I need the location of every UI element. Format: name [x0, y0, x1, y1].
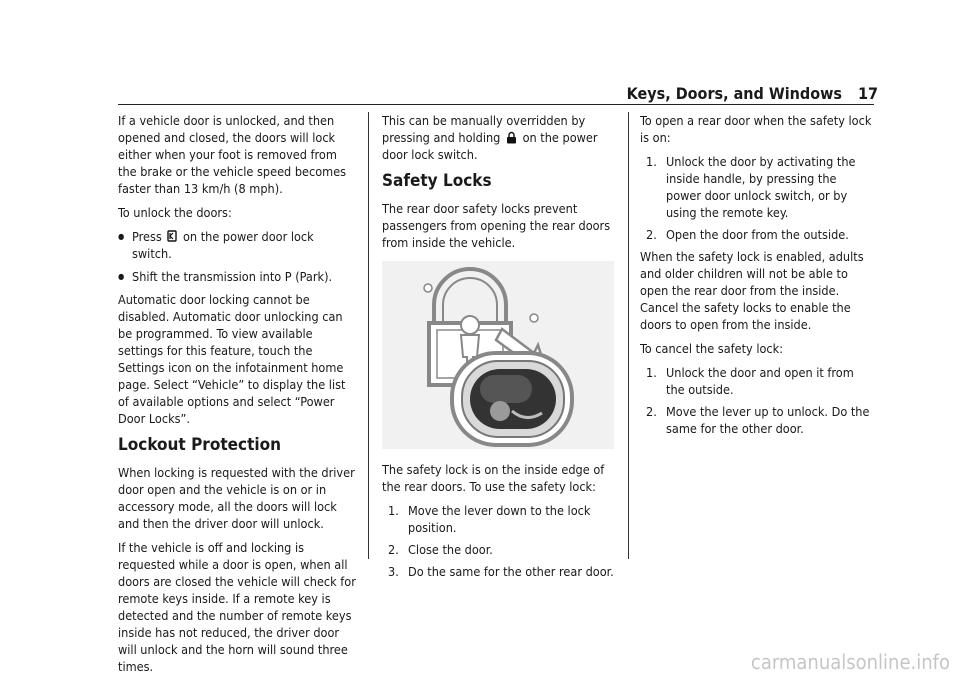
list-number: 2.: [646, 404, 657, 419]
watermark-link[interactable]: carmanualsonline.info: [750, 650, 950, 674]
list-text: Open the door from the outside.: [666, 227, 849, 242]
paragraph: To open a rear door when the safety lock is on:: [640, 113, 872, 145]
lock-lever-icon: [452, 353, 572, 445]
paragraph: If the vehicle is off and locking is requested while a door is open, when all doors are closed the vehicle will check for remote keys inside. If a remote key is detected and the number of remote keys inside has not reduced, the driver door will unlock and the horn will sound three times.: [118, 540, 356, 674]
list-number: 3.: [388, 564, 399, 579]
list-number: 2.: [646, 227, 657, 242]
paragraph: [382, 112, 614, 163]
bullet-item: ● Shift the transmission into P (Park).: [118, 268, 356, 285]
list-item: [382, 541, 614, 558]
list-item: [640, 364, 872, 398]
list-item: [640, 226, 872, 243]
unlock-key-icon: [167, 229, 177, 241]
paragraph: The safety lock is on the inside edge of the rear doors. To use the safety lock:: [382, 462, 605, 494]
list-item: [382, 563, 614, 580]
header-rule: [118, 104, 874, 105]
paragraph: To unlock the doors:: [118, 205, 232, 220]
list-text: Move the lever down to the lock position.: [408, 503, 591, 535]
paragraph-text: on the power door lock switch.: [382, 130, 598, 162]
list-text: Unlock the door by activating the inside handle, by pressing the power door unlock switch, or by using the remote key.: [666, 154, 856, 220]
bullet-text: on the power door lock switch.: [132, 229, 314, 261]
bullet-text: Press: [132, 229, 162, 244]
page-header-title: Keys, Doors, and Windows: [626, 84, 842, 103]
paragraph: If a vehicle door is unlocked, and then opened and closed, the doors will lock either when your foot is removed from the brake or the vehicle speed becomes faster than 13 km/h (8 mph).: [118, 113, 347, 196]
column-3: [640, 112, 872, 442]
list-text: Move the lever up to unlock. Do the same for the other door.: [666, 404, 870, 436]
list-number: 2.: [388, 542, 399, 557]
paragraph-text: This can be manually overridden by pressing and holding: [382, 113, 586, 145]
list-text: Close the door.: [408, 542, 493, 557]
column-2: [382, 112, 614, 585]
paragraph: When locking is requested with the driver door open and the vehicle is on or in accessory mode, all the doors will lock and then the driver door will unlock.: [118, 465, 355, 531]
paragraph: To cancel the safety lock:: [640, 341, 784, 356]
list-number: 1.: [646, 365, 657, 380]
list-text: Unlock the door and open it from the outside.: [666, 365, 854, 397]
column-divider-1: [368, 112, 369, 559]
lock-icon: [506, 131, 517, 144]
section-heading: Safety Locks: [382, 171, 492, 191]
bullet-item: [118, 228, 356, 262]
paragraph: Automatic door locking cannot be disabled. Automatic door unlocking can be programmed. To view available settings for this feature, touch the Settings icon on the infotainment home page. Select “Vehicle” to display the list of available options and select “Power Door Locks”.: [118, 292, 346, 426]
column-divider-2: [628, 112, 629, 559]
list-item: [640, 153, 872, 221]
list-text: Do the same for the other rear door.: [408, 564, 614, 579]
paragraph: The rear door safety locks prevent passengers from opening the rear doors from inside the vehicle.: [382, 201, 611, 250]
page-number: 17: [858, 84, 879, 103]
column-1: [118, 112, 356, 682]
section-heading: Lockout Protection: [118, 435, 282, 455]
list-number: 1.: [388, 503, 399, 518]
list-number: 1.: [646, 154, 657, 169]
list-item: [640, 403, 872, 437]
list-item: [382, 502, 614, 536]
safety-lock-illustration: [382, 261, 614, 449]
paragraph: When the safety lock is enabled, adults and older children will not be able to open the rear door from the inside. Cancel the safety locks to enable the doors to open from the inside.: [640, 249, 864, 332]
